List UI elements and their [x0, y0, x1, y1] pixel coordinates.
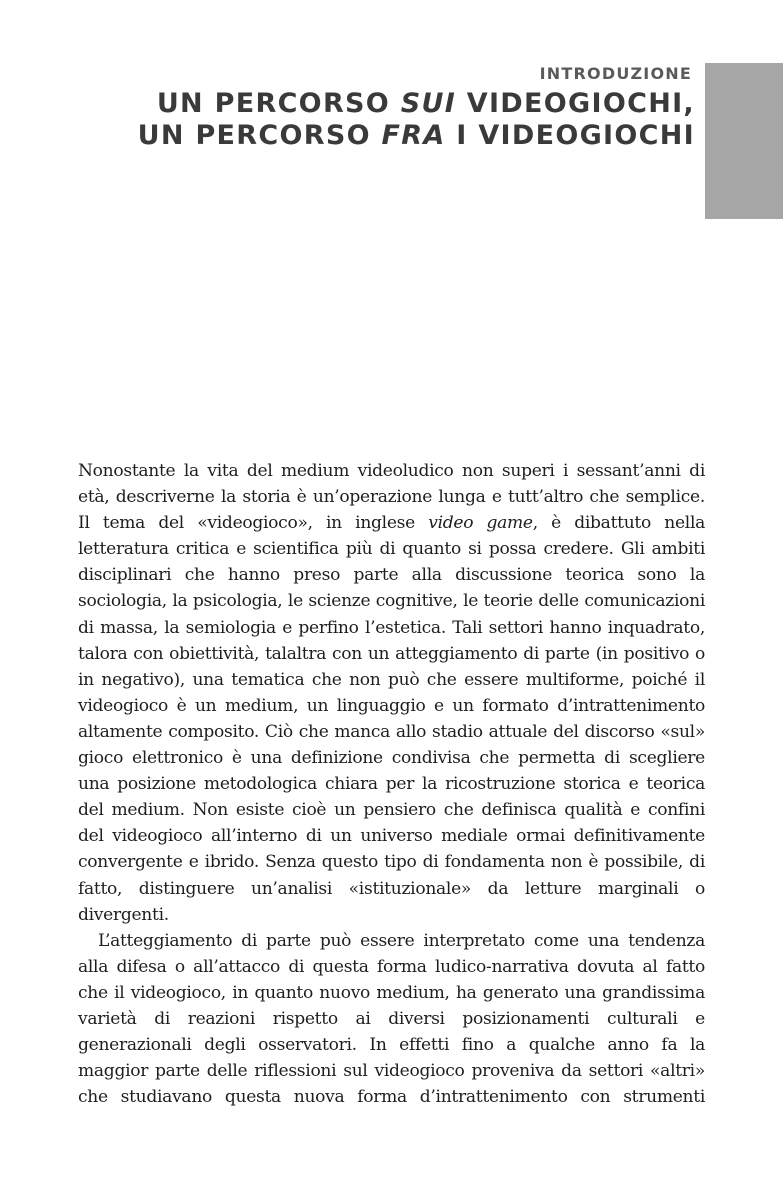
- paragraph-1: [78, 458, 705, 928]
- title-line-2-text-a: UN PERCORSO: [137, 120, 382, 151]
- title-line-1-text-a: UN PERCORSO: [156, 88, 401, 119]
- body-text: [78, 458, 705, 1110]
- chapter-title-line-1: [138, 88, 695, 120]
- paragraph-1-emphasis: video game: [428, 513, 533, 534]
- title-line-1-text-b: VIDEOGIOCHI,: [456, 88, 695, 119]
- chapter-title-line-2: [138, 120, 695, 152]
- chapter-thumb-tab: [705, 63, 783, 219]
- paragraph-1-text-b: , è dibattuto nella letteratura critica e scientifica più di quanto si possa credere. Gli ambiti disciplinari che hanno preso parte alla discussione teorica sono la sociologia, la psicologia, le scienze cognitive, le teorie delle comunicazioni di massa, la semiologia e perfino l’estetica. Tali settori hanno inquadrato, talora con obiettività, talaltra con un atteggiamento di parte (in positivo o in negativo), una tematica che non può che essere multiforme, poiché il videogioco è un medium, un linguaggio e un formato d’intrattenimento altamente composito. Ciò che manca allo stadio attuale del discorso «sul» gioco elettronico è una definizione condivisa che permetta di scegliere una posizione metodologica chiara per la ricostruzione storica e teorica del medium. Non esiste cioè un pensiero che definisca qualità e confini del videogioco all’interno di un universo mediale ormai definitivamente convergente e ibrido. Senza questo tipo di fondamenta non è possibile, di fatto, distinguere un’analisi «istituzionale» da letture marginali o divergenti.: [78, 513, 705, 925]
- paragraph-1-text-a: Nonostante la vita del medium videoludico non superi i sessant’anni di età, descriverne la storia è un’operazione lunga e tutt’altro che semplice. Il tema del «videogioco», in inglese: [78, 461, 705, 534]
- chapter-title: [138, 88, 695, 152]
- chapter-label: INTRODUZIONE: [539, 64, 692, 83]
- paragraph-2: L’atteggiamento di parte può essere interpretato come una tendenza alla difesa o all’attacco di questa forma ludico-narrativa dovuta al fatto che il videogioco, in quanto nuovo medium, ha generato una grandissima varietà di reazioni rispetto ai diversi posizionamenti culturali e generazionali degli osservatori. In effetti fino a qualche anno fa la maggior parte delle riflessioni sul videogioco proveniva da settori «altri» che studiavano questa nuova forma d’intrattenimento con strumenti: [78, 930, 705, 1108]
- title-line-1-emphasis: SUI: [400, 88, 457, 119]
- title-line-2-text-b: I VIDEOGIOCHI: [445, 120, 695, 151]
- title-line-2-emphasis: FRA: [381, 120, 446, 151]
